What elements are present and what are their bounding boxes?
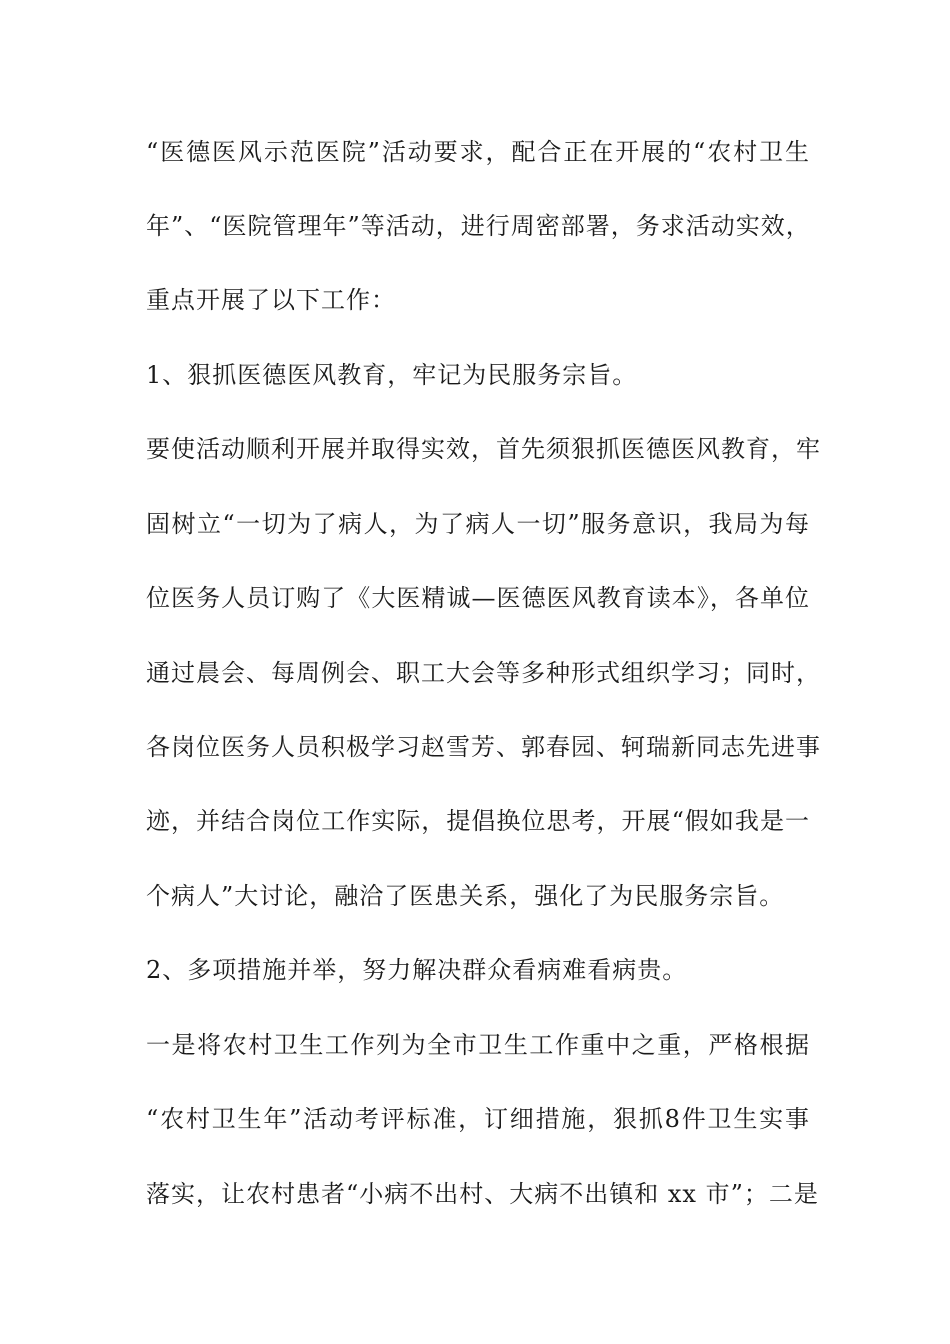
text-line-14: “农村卫生年”活动考评标准，订细措施，狠抓8件卫生实事 — [146, 1105, 810, 1133]
text-line-5: 要使活动顺利开展并取得实效，首先须狠抓医德医风教育，牢 — [146, 435, 821, 463]
section-heading-1: 1、狠抓医德医风教育，牢记为民服务宗旨。 — [146, 361, 638, 389]
text-line-1: “医德医风示范医院”活动要求，配合正在开展的“农村卫生 — [146, 138, 810, 166]
text-line-7: 位医务人员订购了《大医精诚—医德医风教育读本》，各单位 — [146, 584, 810, 612]
text-line-10: 迹，并结合岗位工作实际，提倡换位思考，开展“假如我是一 — [146, 807, 810, 835]
text-line-11: 个病人”大讨论，融洽了医患关系，强化了为民服务宗旨。 — [146, 882, 785, 910]
section-heading-2: 2、多项措施并举，努力解决群众看病难看病贵。 — [146, 956, 688, 984]
text-line-9: 各岗位医务人员积极学习赵雪芳、郭春园、轲瑞新同志先进事 — [146, 733, 821, 761]
text-line-6: 固树立“一切为了病人，为了病人一切”服务意识，我局为每 — [146, 510, 810, 538]
text-line-15: 落实，让农村患者“小病不出村、大病不出镇和 xx 市”；二是 — [146, 1180, 819, 1208]
text-line-3: 重点开展了以下工作： — [146, 286, 396, 314]
text-line-13: 一是将农村卫生工作列为全市卫生工作重中之重，严格根据 — [146, 1031, 810, 1059]
text-line-8: 通过晨会、每周例会、职工大会等多种形式组织学习；同时， — [146, 659, 821, 687]
text-line-2: 年”、“医院管理年”等活动，进行周密部署，务求活动实效， — [146, 212, 811, 240]
